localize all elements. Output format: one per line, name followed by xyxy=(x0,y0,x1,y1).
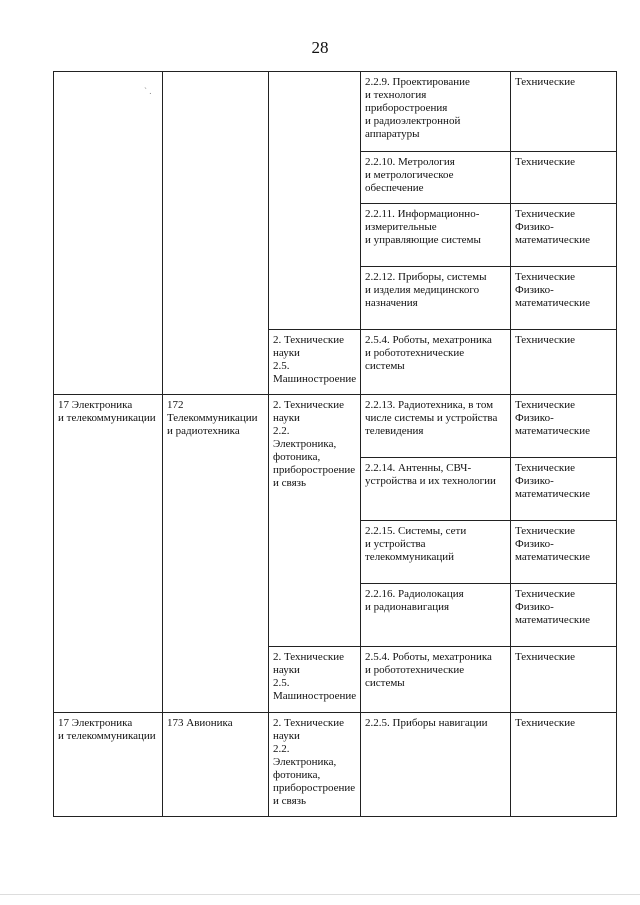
direction-cell-empty xyxy=(163,72,269,395)
table-row xyxy=(54,395,617,458)
science-cell: Технические xyxy=(511,647,617,713)
science-cell: Технические Физико- математические xyxy=(511,267,617,330)
group-cell-empty xyxy=(269,72,361,330)
group-cell: 2. Технические науки 2.2. Электроника, фотоника, приборостроение и связь xyxy=(269,395,361,647)
specialty-cell: 2.2.10. Метрология и метрологическое обеспечение xyxy=(361,152,511,204)
group-cell: 2. Технические науки 2.2. Электроника, фотоника, приборостроение и связь xyxy=(269,713,361,817)
specialty-cell: 2.2.14. Антенны, СВЧ- устройства и их технологии xyxy=(361,458,511,521)
table-row xyxy=(54,72,617,152)
specialty-cell: 2.2.12. Приборы, системы и изделия медицинского назначения xyxy=(361,267,511,330)
area-cell: 17 Электроника и телекоммуникации xyxy=(54,395,163,713)
area-cell: 17 Электроника и телекоммуникации xyxy=(54,713,163,817)
specialty-cell: 2.2.15. Системы, сети и устройства телекоммуникаций xyxy=(361,521,511,584)
specialty-cell: 2.5.4. Роботы, мехатроника и робототехнические системы xyxy=(361,647,511,713)
scan-edge-line xyxy=(0,894,640,895)
table-row xyxy=(54,713,617,817)
specialty-cell: 2.2.11. Информационно- измерительные и управляющие системы xyxy=(361,204,511,267)
specialty-cell: 2.2.13. Радиотехника, в том числе системы и устройства телевидения xyxy=(361,395,511,458)
science-cell: Технические Физико- математические xyxy=(511,395,617,458)
science-cell: Технические Физико- математические xyxy=(511,521,617,584)
specialty-cell: 2.2.5. Приборы навигации xyxy=(361,713,511,817)
science-cell: Технические xyxy=(511,72,617,152)
science-cell: Технические Физико- математические xyxy=(511,204,617,267)
specialty-cell: 2.2.9. Проектирование и технология приборостроения и радиоэлектронной аппаратуры xyxy=(361,72,511,152)
group-cell: 2. Технические науки 2.5. Машиностроение xyxy=(269,330,361,395)
science-cell: Технические xyxy=(511,713,617,817)
group-cell: 2. Технические науки 2.5. Машиностроение xyxy=(269,647,361,713)
science-cell: Технические xyxy=(511,330,617,395)
page-number: 28 xyxy=(311,38,329,57)
specialty-cell: 2.5.4. Роботы, мехатроника и робототехнические системы xyxy=(361,330,511,395)
science-cell: Технические Физико- математические xyxy=(511,458,617,521)
area-cell-empty xyxy=(54,72,163,395)
science-cell: Технические Физико- математические xyxy=(511,584,617,647)
science-cell: Технические xyxy=(511,152,617,204)
specialties-table xyxy=(53,71,617,817)
direction-cell: 173 Авионика xyxy=(163,713,269,817)
direction-cell: 172 Телекоммуникации и радиотехника xyxy=(163,395,269,713)
specialty-cell: 2.2.16. Радиолокация и радионавигация xyxy=(361,584,511,647)
scan-mark: ` . xyxy=(144,86,152,96)
